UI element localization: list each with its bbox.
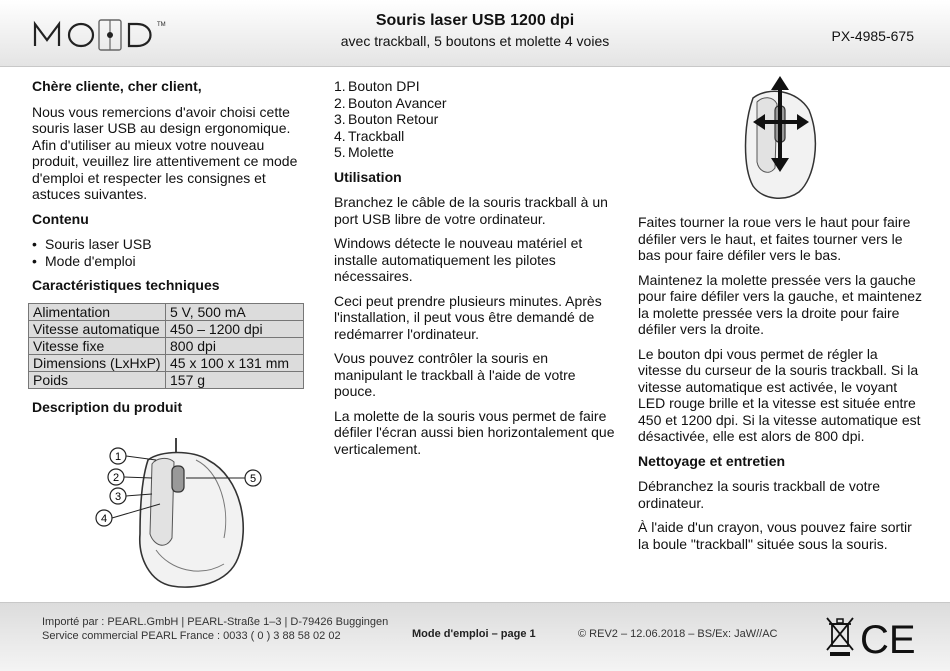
table-row [29, 354, 304, 371]
spec-value: 5 V, 500 mA [166, 303, 304, 320]
spec-value: 450 – 1200 dpi [166, 320, 304, 337]
column-1 [32, 78, 310, 424]
care-paragraph: À l'aide d'un crayon, vous pouvez faire sortir la boule "trackball" située sous la souris. [638, 519, 912, 552]
spec-label: Dimensions (LxHxP) [29, 354, 166, 371]
spec-label: Alimentation [29, 303, 166, 320]
service-line: Service commercial PEARL France : 0033 ( 0 ) 3 88 58 02 02 [42, 630, 341, 642]
list-item [334, 111, 619, 128]
usage-paragraph: La molette de la souris vous permet de faire défiler l'écran aussi bien horizontalement que verticalement. [334, 407, 615, 457]
intro-paragraph: Nous vous remercions d'avoir choisi cette souris laser USB au design ergonomique. Afin d'utiliser au mieux votre nouveau produit, veuillez lire attentivement ce mode d'emploi et respecter les consignes et astuces suivantes. [32, 103, 298, 202]
importer-info [42, 615, 388, 643]
specs-heading: Caractéristiques techniques [32, 277, 220, 293]
spec-label: Vitesse fixe [29, 337, 166, 354]
specs-table [28, 303, 304, 389]
part-label: Bouton Avancer [348, 94, 447, 111]
page-header [0, 0, 950, 67]
spec-value: 45 x 100 x 131 mm [166, 354, 304, 371]
body-paragraph: Le bouton dpi vous permet de régler la vitesse du curseur de la souris trackball. Si la vitesse automatique est activée, le voyant LED rouge brille et la vitesse est située entre 450 et 1200 dpi. Si la vitesse automatique est désactivée, elle est alors de 800 dpi. [638, 345, 921, 444]
list-item: • Mode d'emploi [32, 253, 310, 270]
compliance-marks [826, 615, 921, 659]
list-item: • Souris laser USB [32, 236, 310, 253]
mod-logo [33, 14, 183, 54]
part-label: Molette [348, 144, 394, 160]
list-item [334, 128, 619, 145]
part-number: 3. [334, 111, 346, 127]
usage-paragraph: Vous pouvez contrôler la souris en manipulant le trackball à l'aide de votre pouce. [334, 350, 576, 399]
svg-text:TM: TM [157, 22, 166, 28]
body-paragraph: Maintenez la molette pressée vers la gauche pour faire défiler vers la gauche, et maintenez la molette pressée vers la droite pour faire défiler vers la droite. [638, 271, 923, 337]
table-row [29, 371, 304, 388]
list-item [334, 144, 619, 161]
weee-bin-icon [827, 618, 853, 656]
list-item [334, 78, 619, 95]
table-row [29, 303, 304, 320]
page-footer [0, 602, 950, 671]
product-code: PX-4985-675 [831, 28, 914, 44]
column-2 [334, 78, 619, 465]
spec-label: Vitesse automatique [29, 320, 166, 337]
spec-label: Poids [29, 371, 166, 388]
part-label: Bouton DPI [348, 78, 420, 94]
care-paragraph: Débranchez la souris trackball de votre ordinateur. [638, 478, 881, 511]
importer-line: Importé par : PEARL.GmbH | PEARL-Straße 1–3 | D-79426 Buggingen [42, 616, 389, 628]
callout-4: 4 [100, 513, 108, 525]
document-title: Souris laser USB 1200 dpi [375, 12, 575, 29]
revision-info: © REV2 – 12.06.2018 – BS/Ex: JaW//AC [578, 628, 778, 640]
spec-value: 157 g [166, 371, 304, 388]
part-number: 5. [334, 144, 346, 160]
part-number: 4. [334, 127, 346, 144]
callout-2: 2 [112, 472, 120, 484]
usage-paragraph: Windows détecte le nouveau matériel et installe automatiquement les pilotes nécessaires. [334, 235, 583, 284]
mouse-diagram [90, 438, 290, 593]
list-item [334, 95, 619, 112]
callout-1: 1 [114, 451, 122, 463]
usage-heading: Utilisation [334, 168, 402, 185]
document-subtitle: avec trackball, 5 boutons et molette 4 voies [340, 33, 610, 49]
usage-paragraph: Branchez le câble de la souris trackball à un port USB libre de votre ordinateur. [334, 194, 608, 227]
page-label: Mode d'emploi – page 1 [412, 628, 536, 640]
usage-paragraph: Ceci peut prendre plusieurs minutes. Après l'installation, il peut vous être demandé de redémarrer l'ordinateur. [334, 292, 602, 342]
callout-3: 3 [114, 491, 122, 503]
contents-heading: Contenu [32, 210, 89, 227]
column-3 [638, 214, 923, 560]
greeting: Chère cliente, cher client, [32, 78, 202, 94]
part-label: Bouton Retour [348, 111, 439, 127]
table-row [29, 320, 304, 337]
callout-5: 5 [249, 473, 257, 485]
parts-list [334, 78, 619, 161]
description-heading: Description du produit [32, 398, 183, 415]
body-paragraph: Faites tourner la roue vers le haut pour faire défiler vers le haut, et faites tourner vers le bas pour faire défiler vers le bas. [638, 214, 911, 263]
ce-mark: CE [860, 618, 916, 659]
part-number: 1. [334, 78, 346, 94]
table-row [29, 337, 304, 354]
part-label: Trackball [348, 127, 405, 144]
part-number: 2. [334, 94, 346, 111]
scroll-wheel-diagram [733, 76, 823, 204]
spec-value: 800 dpi [166, 337, 304, 354]
contents-list [32, 236, 310, 269]
care-heading: Nettoyage et entretien [638, 452, 786, 469]
